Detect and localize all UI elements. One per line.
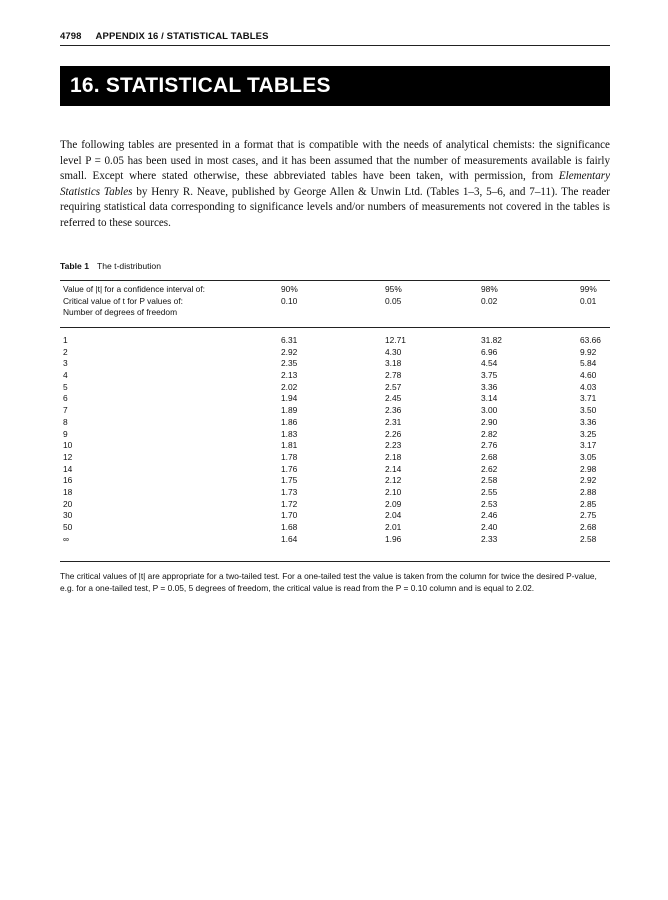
header-cell: 0.10 <box>281 295 298 306</box>
table-cell: 2.68 <box>481 451 498 462</box>
table-cell: 2.33 <box>481 533 498 544</box>
table-cell: 3.05 <box>580 451 597 462</box>
table-cell: 2.18 <box>385 451 402 462</box>
table-cell: 6 <box>63 393 68 404</box>
table-cell: 2.78 <box>385 370 402 381</box>
table-body <box>60 335 610 545</box>
page-number: 4798 <box>60 31 82 42</box>
table-cell: 2.90 <box>481 416 498 427</box>
table-row <box>60 358 610 370</box>
table-cell: 18 <box>63 486 73 497</box>
table-cell: 4.60 <box>580 370 597 381</box>
header-row <box>60 307 610 319</box>
header-cell: 90% <box>281 284 298 294</box>
table-cell: 10 <box>63 440 73 451</box>
table-row <box>60 487 610 499</box>
header-cell: 0.02 <box>481 295 498 306</box>
table-cell: 2.55 <box>481 486 498 497</box>
table-cell: 2.98 <box>580 463 597 474</box>
table-row <box>60 510 610 522</box>
table-cell: 50 <box>63 522 73 532</box>
header-divider <box>60 45 610 46</box>
table-caption <box>60 261 161 271</box>
table-cell: 20 <box>63 498 73 509</box>
table-cell: 5 <box>63 381 68 392</box>
intro-paragraph <box>60 138 610 232</box>
intro-book-title: Elementary Statistics Tables <box>60 170 610 198</box>
table-cell: 2.85 <box>580 498 597 509</box>
table-cell: 1.76 <box>281 463 298 474</box>
table-cell: 2 <box>63 346 68 357</box>
header-cell: 0.01 <box>580 295 597 306</box>
table-label: Table 1 <box>60 261 89 271</box>
header-cell: 0.05 <box>385 295 402 306</box>
table-cell: 5.84 <box>580 358 597 369</box>
table-cell: 63.66 <box>580 335 601 345</box>
table-cell: 2.82 <box>481 428 498 439</box>
table-cell: 3.00 <box>481 405 498 416</box>
table-cell: 2.14 <box>385 463 402 474</box>
table-row <box>60 499 610 511</box>
table-cell: 3.71 <box>580 393 597 404</box>
table-cell: 2.92 <box>580 475 597 486</box>
table-row <box>60 335 610 347</box>
table-cell: 1.73 <box>281 486 298 497</box>
header-cell: 95% <box>385 284 402 294</box>
table-cell: 3.36 <box>580 416 597 427</box>
table-cell: 3.25 <box>580 428 597 439</box>
table-cell: 1.81 <box>281 440 298 451</box>
table-row <box>60 475 610 487</box>
table-cell: 9.92 <box>580 346 597 357</box>
table-cell: 7 <box>63 405 68 416</box>
table-cell: 2.04 <box>385 510 402 521</box>
header-cell: Value of |t| for a confidence interval of: <box>63 284 205 294</box>
table-cell: 3.75 <box>481 370 498 381</box>
table-cell: 2.40 <box>481 522 498 532</box>
table-cell: 2.53 <box>481 498 498 509</box>
table-cell: 2.45 <box>385 393 402 404</box>
table-cell: 12.71 <box>385 335 406 345</box>
table-row <box>60 464 610 476</box>
table-footnote: The critical values of |t| are appropriate for a two-tailed test. For a one-tailed test the value is taken from the column for twice the desired P-value, e.g. for a one-tailed test, P = 0.05, 5 degrees of freedom, the critical value is read from the P = 0.10 column and is equal to 2.02. <box>60 571 597 594</box>
table-row <box>60 405 610 417</box>
table-row <box>60 522 610 534</box>
table-cell: 16 <box>63 475 73 486</box>
table-cell: 2.13 <box>281 370 298 381</box>
table-header <box>60 284 610 319</box>
table-header-rule <box>60 327 610 328</box>
table-row <box>60 382 610 394</box>
table-cell: 12 <box>63 451 73 462</box>
chapter-title: 16. STATISTICAL TABLES <box>60 66 610 106</box>
table-row <box>60 440 610 452</box>
table-cell: 2.23 <box>385 440 402 451</box>
table-top-rule <box>60 280 610 281</box>
table-cell: 1.70 <box>281 510 298 521</box>
table-cell: 2.58 <box>580 533 597 544</box>
table-cell: 2.10 <box>385 486 402 497</box>
table-cell: 2.46 <box>481 510 498 521</box>
table-cell: 2.12 <box>385 475 402 486</box>
table-cell: 3.50 <box>580 405 597 416</box>
table-cell: 1.64 <box>281 533 298 544</box>
intro-text-part-1: The following tables are presented in a format that is compatible with the needs of analytical chemists: the significance level P = 0.05 has been used in most cases, and it has been assumed that the number of measurements available is fairly small. Except where stated otherwise, these abbreviated tables have been taken, with permission, from <box>60 139 610 183</box>
table-cell: 1.75 <box>281 475 298 486</box>
table-cell: 4.30 <box>385 346 402 357</box>
table-cell: 4.03 <box>580 381 597 392</box>
table-cell: 1.68 <box>281 522 298 532</box>
table-caption-text: The t-distribution <box>96 261 161 271</box>
table-cell: 2.58 <box>481 475 498 486</box>
table-cell: 1.72 <box>281 498 298 509</box>
table-cell: 1.94 <box>281 393 298 404</box>
header-cell: 98% <box>481 284 498 294</box>
table-row <box>60 393 610 405</box>
table-cell: 14 <box>63 463 73 474</box>
table-cell: 2.88 <box>580 486 597 497</box>
header-cell: Number of degrees of freedom <box>63 307 178 318</box>
table-cell: 6.31 <box>281 335 298 345</box>
table-cell: 3.18 <box>385 358 402 369</box>
table-cell: 31.82 <box>481 335 502 345</box>
table-cell: 2.26 <box>385 428 402 439</box>
table-cell: 1.78 <box>281 451 298 462</box>
table-row <box>60 347 610 359</box>
table-row <box>60 452 610 464</box>
table-row <box>60 429 610 441</box>
table-cell: 3.36 <box>481 381 498 392</box>
table-cell: 2.09 <box>385 498 402 509</box>
table-cell: 1 <box>63 335 68 345</box>
table-cell: 9 <box>63 428 68 439</box>
header-row <box>60 284 610 296</box>
table-row <box>60 370 610 382</box>
table-cell: 3 <box>63 358 68 369</box>
intro-text-part-2: by Henry R. Neave, published by George Allen & Unwin Ltd. (Tables 1–3, 5–6, and 7–11). The reader requiring statistical data corresponding to significance levels and/or numbers of measurements not covered in the tables is referred to these sources. <box>60 185 610 229</box>
table-cell: 1.89 <box>281 405 298 416</box>
table-cell: 2.36 <box>385 405 402 416</box>
table-cell: 2.31 <box>385 416 402 427</box>
table-cell: 2.92 <box>281 346 298 357</box>
table-cell: 2.01 <box>385 522 402 532</box>
header-cell: 99% <box>580 284 597 294</box>
table-cell: 2.62 <box>481 463 498 474</box>
table-bottom-rule <box>60 561 610 562</box>
running-header-title: APPENDIX 16 / STATISTICAL TABLES <box>95 31 269 42</box>
table-cell: 4 <box>63 370 68 381</box>
header-cell: Critical value of t for P values of: <box>63 295 183 306</box>
table-cell: 2.76 <box>481 440 498 451</box>
table-cell: 2.68 <box>580 522 597 532</box>
running-header <box>60 31 610 42</box>
table-cell: 2.57 <box>385 381 402 392</box>
table-row <box>60 417 610 429</box>
table-cell: 1.86 <box>281 416 298 427</box>
table-cell: 1.96 <box>385 533 402 544</box>
table-cell: 4.54 <box>481 358 498 369</box>
table-cell: ∞ <box>63 533 69 544</box>
table-cell: 30 <box>63 510 73 521</box>
table-cell: 2.35 <box>281 358 298 369</box>
table-row <box>60 534 610 546</box>
table-cell: 8 <box>63 416 68 427</box>
table-cell: 6.96 <box>481 346 498 357</box>
table-cell: 3.17 <box>580 440 597 451</box>
table-cell: 2.75 <box>580 510 597 521</box>
table-cell: 2.02 <box>281 381 298 392</box>
table-cell: 1.83 <box>281 428 298 439</box>
table-cell: 3.14 <box>481 393 498 404</box>
header-row <box>60 296 610 308</box>
